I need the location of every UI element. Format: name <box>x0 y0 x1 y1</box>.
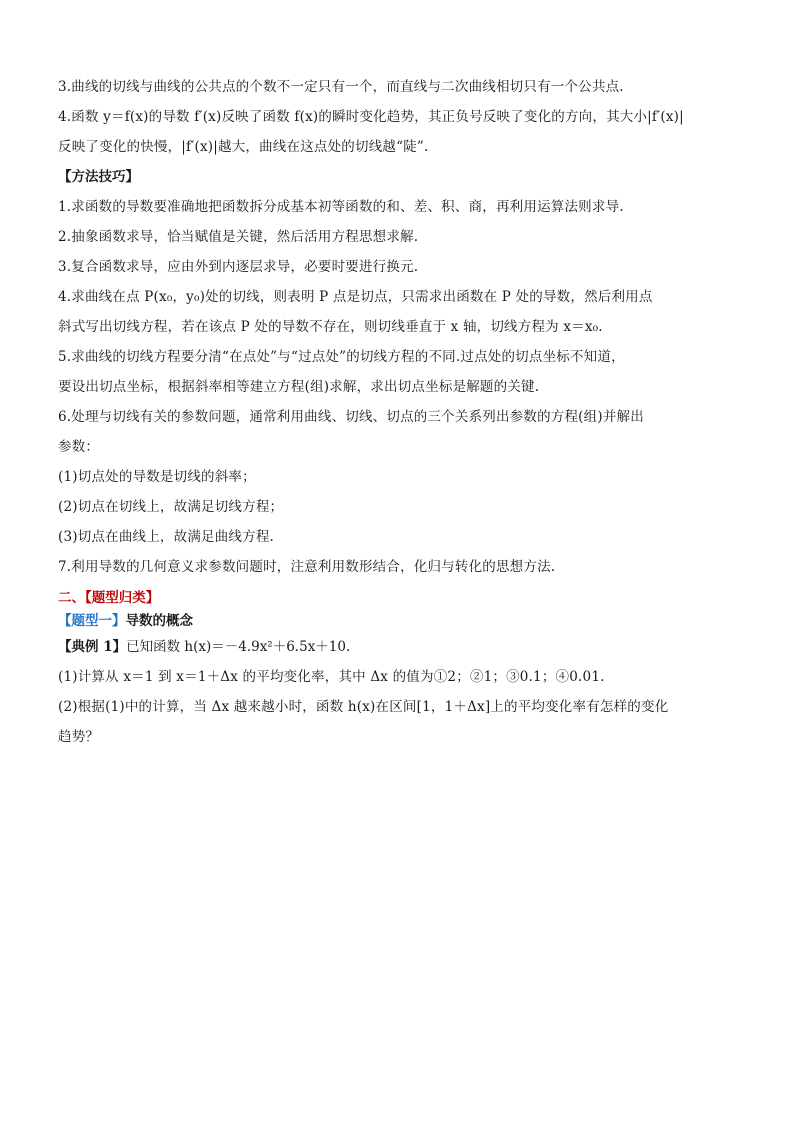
method-item: 1.求函数的导数要准确地把函数拆分成基本初等函数的和、差、积、商，再利用运算法则求导. <box>58 199 624 215</box>
question-type-title: 导数的概念 <box>125 613 193 629</box>
example-stem-text: 已知函数 h(x)＝－4.9x²＋6.5x＋10. <box>126 639 351 655</box>
method-item: 4.求曲线在点 P(x₀，y₀)处的切线，则表明 P 点是切点，只需求出函数在 P 处的导数，然后利用点 <box>58 289 653 305</box>
question-type-tag: 【题型一】 <box>58 613 126 629</box>
note-line-4a: 4.函数 y＝f(x)的导数 f′(x)反映了函数 f(x)的瞬时变化趋势，其正负号反映了变化的方向，其大小|f′(x)| <box>58 109 684 125</box>
example-stem <box>58 632 738 662</box>
method-item: 5.求曲线的切线方程要分清“在点处”与“过点处”的切线方程的不同.过点处的切点坐标不知道， <box>58 349 625 365</box>
question-type-heading <box>58 610 738 632</box>
note-line-3: 3.曲线的切线与曲线的公共点的个数不一定只有一个，而直线与二次曲线相切只有一个公共点. <box>58 79 624 95</box>
example-question-2: (2)根据(1)中的计算，当 Δx 越来越小时，函数 h(x)在区间[1，1＋Δx]上的平均变化率有怎样的变化 <box>58 699 669 715</box>
section-heading: 二、【题型归类】 <box>58 590 160 606</box>
note-line-4b: 反映了变化的快慢，|f′(x)|越大，曲线在这点处的切线越“陡”. <box>58 139 429 155</box>
example-question-2-cont: 趋势？ <box>58 729 100 745</box>
method-subitem: (2)切点在切线上，故满足切线方程； <box>58 499 284 515</box>
method-item: 参数： <box>58 439 100 455</box>
method-item: 6.处理与切线有关的参数问题，通常利用曲线、切线、切点的三个关系列出参数的方程(组)并解出 <box>58 409 644 425</box>
example-question-1: (1)计算从 x＝1 到 x＝1＋Δx 的平均变化率，其中 Δx 的值为①2；②1；③0.1；④0.01. <box>58 669 605 685</box>
method-item: 2.抽象函数求导，恰当赋值是关键，然后活用方程思想求解. <box>58 229 419 245</box>
method-subitem: (3)切点在曲线上，故满足曲线方程. <box>58 529 275 545</box>
method-item: 7.利用导数的几何意义求参数问题时，注意利用数形结合，化归与转化的思想方法. <box>58 559 556 575</box>
methods-heading: 【方法技巧】 <box>58 169 139 185</box>
method-item: 3.复合函数求导，应由外到内逐层求导，必要时要进行换元. <box>58 259 419 275</box>
example-tag: 【典例 1】 <box>58 639 127 655</box>
method-subitem: (1)切点处的导数是切线的斜率； <box>58 469 256 485</box>
method-item: 斜式写出切线方程，若在该点 P 处的导数不存在，则切线垂直于 x 轴，切线方程为 x＝x₀. <box>58 319 603 335</box>
method-item: 要设出切点坐标，根据斜率相等建立方程(组)求解，求出切点坐标是解题的关键. <box>58 379 540 395</box>
document-page <box>58 72 738 752</box>
